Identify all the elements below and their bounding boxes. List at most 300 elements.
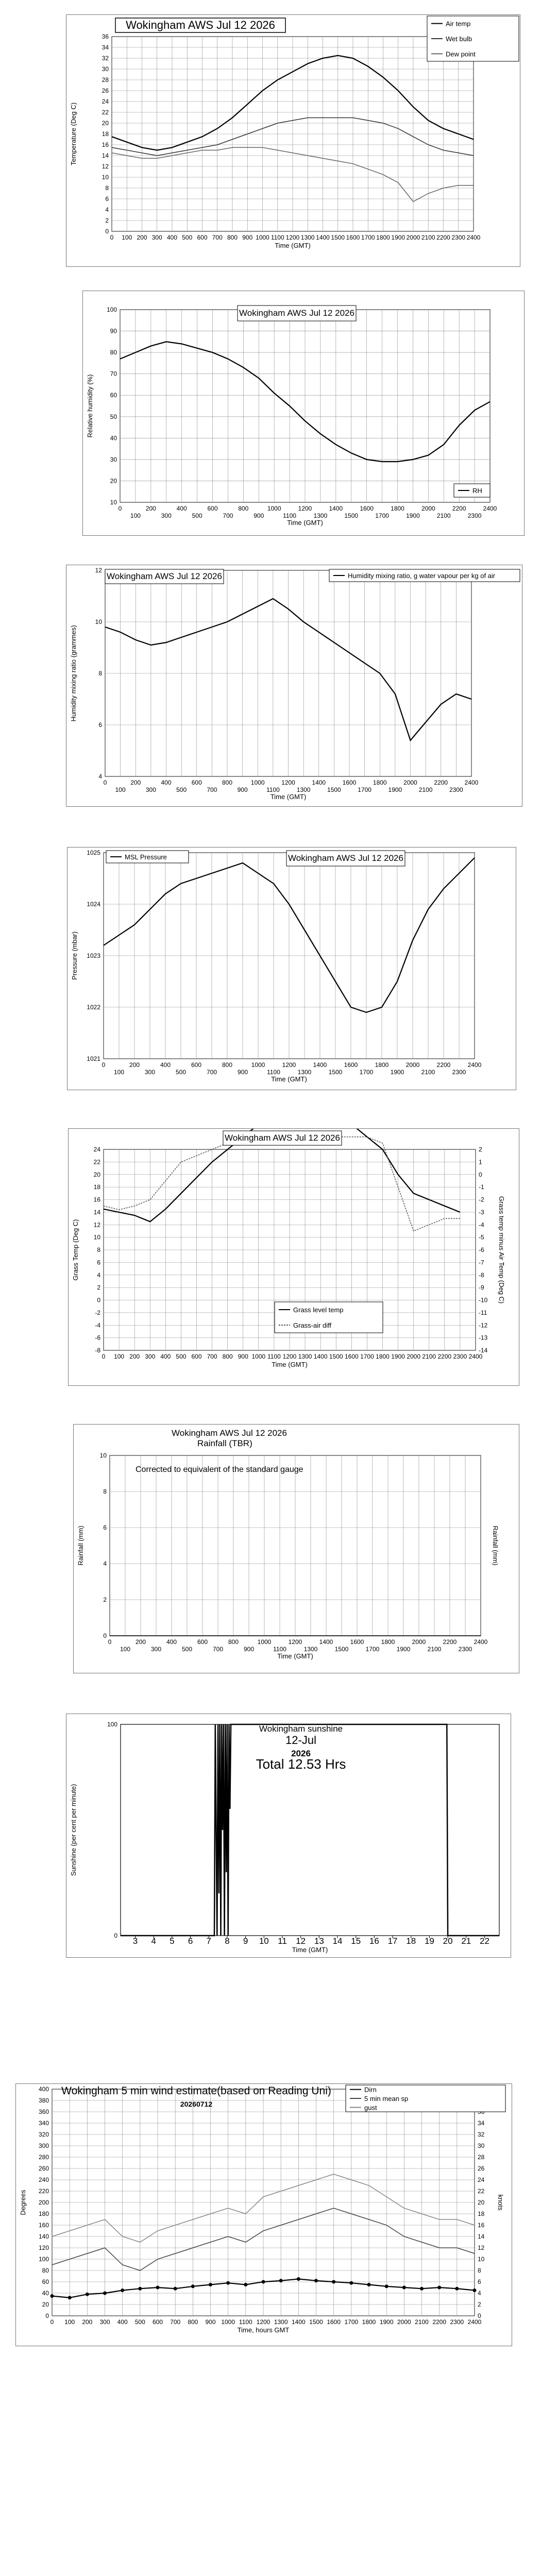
x-tick-label: 2100 [422,1353,436,1360]
legend [454,484,490,497]
x-tick-label: 2400 [474,1638,488,1646]
x-tick-label: 500 [175,1069,187,1076]
y-tick-label: -8 [95,1347,100,1354]
y2-tick-label: 28 [478,2154,485,2161]
y-tick-label: 260 [38,2165,49,2172]
y-tick-label: 28 [102,76,109,83]
x-tick-label: 800 [222,779,233,786]
y2-tick-label: -11 [479,1309,487,1316]
legend-label: 5 min mean sp [364,2095,409,2103]
x-tick-label: 1100 [267,1353,281,1360]
y2-tick-label: -10 [479,1296,488,1304]
y-tick-label: 12 [95,567,102,574]
x-tick-label: 1900 [390,1069,404,1076]
x-tick-label: 1100 [267,1069,280,1076]
y2-tick-label: 24 [478,2176,485,2183]
x-axis-label: Time (GMT) [292,1946,328,1954]
x-tick-label: 200 [129,1061,140,1069]
y-tick-label: 34 [102,44,109,51]
y-tick-label: 100 [106,306,117,313]
x-tick-label: 2300 [458,1646,472,1653]
x-tick-label: 1100 [239,2318,252,2326]
x-axis-label: Time, hours GMT [237,2326,290,2334]
x-tick-label: 600 [191,1061,202,1069]
y2-tick-label: 16 [478,2222,485,2229]
x-tick-label: 200 [129,1353,140,1360]
x-tick-label: 7 [206,1936,211,1946]
x-tick-label: 1200 [282,1353,297,1360]
mixing-ratio-chart-panel [66,565,522,807]
x-tick-label: 0 [108,1638,112,1646]
y-tick-label: 360 [38,2108,49,2115]
x-tick-label: 0 [103,779,107,786]
x-tick-label: 800 [238,505,249,512]
y-tick-label: 90 [110,327,117,335]
y-tick-label: 2 [105,217,109,224]
y-tick-label: 10 [110,499,117,506]
rainfall-chart-panel [73,1424,519,1673]
x-tick-label: 1200 [288,1638,302,1646]
y-tick-label: 26 [102,87,109,94]
x-tick-label: 300 [144,1069,156,1076]
y-tick-label: 180 [38,2210,49,2217]
x-tick-label: 1300 [300,234,315,241]
y-tick-label: 280 [38,2154,49,2161]
y-tick-label: 14 [93,1208,100,1216]
x-tick-label: 700 [223,512,233,519]
sunshine-total: Total 12.53 Hrs [256,1756,346,1772]
x-tick-label: 900 [242,234,253,241]
x-tick-label: 1400 [312,779,326,786]
x-tick-label: 12 [296,1936,306,1946]
x-tick-label: 1500 [344,512,359,519]
x-tick-label: 1200 [282,1061,296,1069]
y-tick-label: 1022 [87,1004,100,1011]
x-tick-label: 900 [243,1646,255,1653]
wind-chart-panel [15,2083,512,2346]
x-tick-label: 1600 [342,779,357,786]
y2-tick-label: 0 [479,1171,482,1178]
x-tick-label: 100 [114,1353,125,1360]
x-tick-label: 1000 [251,1353,266,1360]
grass-temp-chart-panel [68,1128,519,1386]
y-tick-label: -2 [95,1309,100,1316]
legend [275,1302,383,1333]
y2-tick-label: -3 [479,1208,484,1216]
y2-tick-label: 22 [478,2188,485,2195]
y-tick-label: 4 [105,206,109,213]
y-tick-label: 300 [38,2142,49,2149]
x-tick-label: 11 [278,1936,287,1946]
x-tick-label: 0 [118,505,122,512]
x-tick-label: 900 [205,2318,216,2326]
x-tick-label: 2100 [418,786,433,793]
y-tick-label: 0 [105,228,109,235]
wind-chart-subtitle: 20260712 [180,2100,213,2108]
x-tick-label: 0 [50,2318,54,2326]
y-tick-label: 16 [102,141,109,148]
y-tick-label: 30 [110,455,117,463]
legend [329,569,520,582]
x-tick-label: 100 [64,2318,75,2326]
x-tick-label: 1400 [316,234,330,241]
x-tick-label: 1200 [298,505,312,512]
y2-tick-label: 14 [478,2233,485,2240]
y-tick-label: 2 [103,1596,107,1603]
x-tick-label: 1800 [381,1638,395,1646]
x-tick-label: 2200 [432,2318,447,2326]
y-tick-label: 10 [102,174,109,181]
x-tick-label: 700 [207,786,217,793]
x-tick-label: 2300 [452,1069,466,1076]
rainfall-chart-title: Wokingham AWS Jul 12 2026 [172,1428,287,1438]
x-tick-label: 1900 [391,1353,405,1360]
rainfall-chart-subtitle: Rainfall (TBR) [197,1438,252,1448]
x-tick-label: 2000 [397,2318,411,2326]
y-tick-label: 1025 [87,849,100,856]
y-tick-label: 36 [102,33,109,40]
y-tick-label: 10 [95,618,102,625]
y-tick-label: 22 [102,109,109,116]
legend [427,16,519,61]
y2-tick-label: 2 [478,2301,481,2308]
x-tick-label: 500 [182,234,193,241]
x-tick-label: 2000 [405,1061,420,1069]
y-tick-label: 6 [98,721,102,728]
temperature-chart-panel [66,14,520,267]
x-tick-label: 1900 [388,786,402,793]
y-tick-label: 140 [38,2233,49,2240]
sunshine-chart-panel [66,1714,511,1958]
x-tick-label: 1800 [362,2318,376,2326]
x-tick-label: 100 [113,1069,125,1076]
legend-label: Dirn [364,2086,377,2094]
y-tick-label: 16 [93,1196,100,1204]
y-tick-label: 1023 [87,952,100,959]
x-tick-label: 8 [225,1936,230,1946]
x-tick-label: 2000 [421,505,435,512]
y2-axis-label: Grass temp minus Air Temp (Deg C) [498,1196,505,1304]
x-tick-label: 300 [151,234,162,241]
y-axis-label: Pressure (mbar) [71,931,78,980]
x-tick-label: 700 [207,1353,217,1360]
y2-tick-label: 18 [478,2210,485,2217]
x-tick-label: 1000 [256,234,269,241]
y-tick-label: 0 [103,1632,107,1639]
x-tick-label: 0 [102,1061,106,1069]
x-tick-label: 1400 [329,505,343,512]
y-tick-label: -4 [95,1321,100,1329]
y2-tick-label: 12 [478,2244,485,2251]
grass-temp-chart-title: Wokingham AWS Jul 12 2026 [225,1133,340,1143]
x-axis-label: Time (GMT) [287,519,323,527]
y-tick-label: 70 [110,370,117,378]
y2-tick-label: -14 [479,1347,488,1354]
x-tick-label: 2400 [464,779,479,786]
x-tick-label: 1200 [281,779,295,786]
y-tick-label: 6 [103,1524,107,1531]
x-tick-label: 2100 [427,1646,442,1653]
x-tick-label: 700 [170,2318,181,2326]
y-tick-label: 18 [93,1183,100,1191]
x-tick-label: 600 [197,1638,208,1646]
y2-tick-label: 26 [478,2165,485,2172]
y2-axis-label: knots [497,2194,504,2211]
mixing-ratio-chart-title: Wokingham AWS Jul 12 2026 [107,571,222,581]
x-tick-label: 1400 [313,1061,327,1069]
x-tick-label: 2200 [437,1353,452,1360]
x-tick-label: 900 [238,1353,248,1360]
x-tick-label: 1000 [251,1061,265,1069]
y2-tick-label: 2 [479,1146,482,1153]
y2-tick-label: -4 [479,1221,484,1229]
y-tick-label: 4 [97,1271,100,1279]
x-tick-label: 1300 [274,2318,288,2326]
sunshine-chart [66,1714,511,1957]
x-tick-label: 2300 [451,234,466,241]
x-tick-label: 600 [197,234,208,241]
x-tick-label: 600 [207,505,218,512]
humidity-chart-title: Wokingham AWS Jul 12 2026 [239,308,354,318]
x-tick-label: 22 [479,1936,489,1946]
y2-tick-label: -6 [479,1246,484,1253]
y-tick-label: 60 [110,392,117,399]
y-tick-label: 24 [102,98,109,105]
legend-label: Grass level temp [293,1306,344,1314]
y-tick-label: 20 [110,477,117,485]
x-tick-label: 400 [117,2318,128,2326]
x-tick-label: 1300 [313,512,328,519]
legend-label: Wet bulb [446,35,472,43]
x-tick-label: 500 [176,786,187,793]
y-tick-label: 100 [107,1721,117,1728]
x-axis-label: Time (GMT) [272,1361,308,1368]
x-tick-label: 1800 [391,505,404,512]
rainfall-chart [74,1425,519,1673]
x-tick-label: 1600 [344,1353,359,1360]
humidity-chart-panel [82,291,525,536]
y-tick-label: 200 [38,2199,49,2206]
x-axis-label: Time (GMT) [275,242,311,249]
x-tick-label: 1600 [350,1638,364,1646]
y-tick-label: 60 [42,2278,49,2285]
y2-tick-label: 10 [478,2256,485,2263]
x-tick-label: 1100 [273,1646,286,1653]
x-tick-label: 2400 [467,1061,482,1069]
y-tick-label: 1024 [87,901,100,908]
grass-temp-chart [69,1129,519,1385]
y-tick-label: 8 [98,670,102,677]
y-tick-label: 80 [42,2267,49,2274]
x-tick-label: 16 [369,1936,379,1946]
x-tick-label: 200 [135,1638,146,1646]
x-tick-label: 1300 [303,1646,318,1653]
pressure-chart-panel [67,847,516,1090]
x-tick-label: 2400 [468,1353,483,1360]
x-tick-label: 1000 [250,779,265,786]
y-axis-label: Grass Temp (Deg C) [72,1219,79,1281]
x-tick-label: 1600 [344,1061,358,1069]
x-tick-label: 200 [137,234,147,241]
x-tick-label: 400 [160,1061,171,1069]
y-axis-label: Temperature (Deg C) [70,102,77,166]
x-tick-label: 1900 [391,234,405,241]
y2-tick-label: 20 [478,2199,485,2206]
x-tick-label: 800 [228,1638,239,1646]
x-tick-label: 1100 [266,786,280,793]
x-tick-label: 1700 [358,786,371,793]
legend [106,851,189,863]
x-tick-label: 300 [145,786,156,793]
x-tick-label: 1800 [376,1353,390,1360]
x-tick-label: 2000 [403,779,417,786]
y-tick-label: 1021 [87,1055,100,1062]
x-tick-label: 1500 [331,234,345,241]
x-tick-label: 600 [191,1353,202,1360]
x-tick-label: 20 [443,1936,453,1946]
sunshine-chart-subtitle: 12-Jul [285,1734,316,1747]
y2-tick-label: 4 [478,2290,481,2297]
y-tick-label: 10 [99,1452,107,1459]
rainfall-annotation: Corrected to equivalent of the standard gauge [136,1465,303,1474]
y-tick-label: 160 [38,2222,49,2229]
x-tick-label: 2300 [453,1353,467,1360]
y2-tick-label: 30 [478,2142,485,2149]
pressure-chart-title: Wokingham AWS Jul 12 2026 [288,853,403,863]
x-tick-label: 1300 [297,1069,312,1076]
y-axis-label: Humidity mixing ratio (grammes) [70,625,77,722]
y-tick-label: 8 [103,1488,107,1495]
y-tick-label: 6 [105,195,109,202]
temperature-chart-title: Wokingham AWS Jul 12 2026 [126,19,275,31]
x-tick-label: 1400 [291,2318,306,2326]
x-tick-label: 1500 [334,1646,349,1653]
x-tick-label: 6 [188,1936,193,1946]
y2-tick-label: 0 [478,2312,481,2319]
x-tick-label: 14 [332,1936,343,1946]
y-tick-label: 340 [38,2120,49,2127]
x-tick-label: 2200 [436,234,450,241]
y2-tick-label: -9 [479,1284,484,1292]
x-tick-label: 1400 [319,1638,333,1646]
y-axis-label: Sunshine (per cent per minute) [70,1784,77,1876]
y-tick-label: 32 [102,55,109,62]
y-tick-label: 18 [102,130,109,138]
x-tick-label: 1500 [327,786,341,793]
y-axis-label: Relative humidity (%) [86,374,94,438]
x-tick-label: 2200 [434,779,448,786]
legend-label: MSL Pressure [125,853,167,861]
y-tick-label: 24 [93,1146,100,1153]
x-axis-label: Time (GMT) [277,1652,313,1660]
x-tick-label: 19 [424,1936,434,1946]
y-tick-label: 220 [38,2188,49,2195]
x-tick-label: 21 [461,1936,471,1946]
x-tick-label: 1100 [270,234,284,241]
x-tick-label: 1900 [396,1646,411,1653]
x-tick-label: 1100 [283,512,296,519]
x-tick-label: 1300 [298,1353,312,1360]
y2-tick-label: 34 [478,2120,485,2127]
y-tick-label: 240 [38,2176,49,2183]
x-tick-label: 500 [181,1646,193,1653]
x-tick-label: 1000 [221,2318,235,2326]
x-tick-label: 2300 [450,2318,464,2326]
x-tick-label: 200 [145,505,156,512]
x-tick-label: 2000 [406,234,420,241]
y-tick-label: 320 [38,2131,49,2138]
y-tick-label: 0 [97,1296,100,1304]
x-tick-label: 2400 [467,2318,482,2326]
x-tick-label: 200 [130,779,141,786]
x-tick-label: 1700 [359,1069,374,1076]
x-tick-label: 300 [145,1353,156,1360]
legend-label: Air temp [446,20,471,28]
x-tick-label: 2100 [421,1069,435,1076]
pressure-chart [67,848,516,1090]
x-tick-label: 1700 [344,2318,359,2326]
y-tick-label: 22 [93,1158,100,1166]
x-tick-label: 13 [314,1936,324,1946]
x-tick-label: 700 [206,1069,217,1076]
y-axis-label: Rainfall (mm) [77,1526,84,1566]
y-tick-label: 40 [110,434,117,442]
x-tick-label: 700 [212,234,223,241]
x-tick-label: 1200 [285,234,300,241]
x-tick-label: 900 [253,512,264,519]
x-tick-label: 500 [176,1353,187,1360]
y-tick-label: 4 [98,773,102,780]
x-tick-label: 1700 [375,512,389,519]
y-tick-label: 4 [103,1560,107,1567]
x-tick-label: 100 [122,234,132,241]
x-tick-label: 5 [170,1936,175,1946]
x-tick-label: 1300 [296,786,311,793]
x-tick-label: 400 [166,1638,177,1646]
sunshine-chart-year: 2026 [291,1749,311,1758]
y2-tick-label: -7 [479,1259,484,1266]
x-tick-label: 900 [237,786,248,793]
y-tick-label: 100 [38,2256,49,2263]
x-tick-label: 1500 [328,1069,343,1076]
x-tick-label: 300 [99,2318,110,2326]
x-tick-label: 700 [212,1646,224,1653]
x-tick-label: 900 [237,1069,248,1076]
x-tick-label: 2400 [466,234,481,241]
x-tick-label: 1600 [360,505,374,512]
y-tick-label: 30 [102,65,109,73]
x-tick-label: 100 [120,1646,131,1653]
x-tick-label: 4 [151,1936,156,1946]
y2-axis-label: Rainfall (mm) [492,1526,499,1566]
legend-label: gust [364,2104,377,2112]
y-tick-label: 40 [42,2290,49,2297]
x-tick-label: 1600 [327,2318,341,2326]
x-tick-label: 15 [351,1936,361,1946]
x-tick-label: 2100 [436,512,451,519]
x-tick-label: 1800 [375,1061,389,1069]
x-tick-label: 1900 [406,512,420,519]
x-tick-label: 600 [191,779,202,786]
y2-tick-label: -12 [479,1321,488,1329]
x-tick-label: 1700 [361,234,375,241]
x-tick-label: 1700 [360,1353,374,1360]
x-tick-label: 2200 [436,1061,451,1069]
x-tick-label: 800 [227,234,238,241]
x-tick-label: 1800 [373,779,387,786]
x-tick-label: 2400 [483,505,497,512]
y2-tick-label: -8 [479,1271,484,1279]
